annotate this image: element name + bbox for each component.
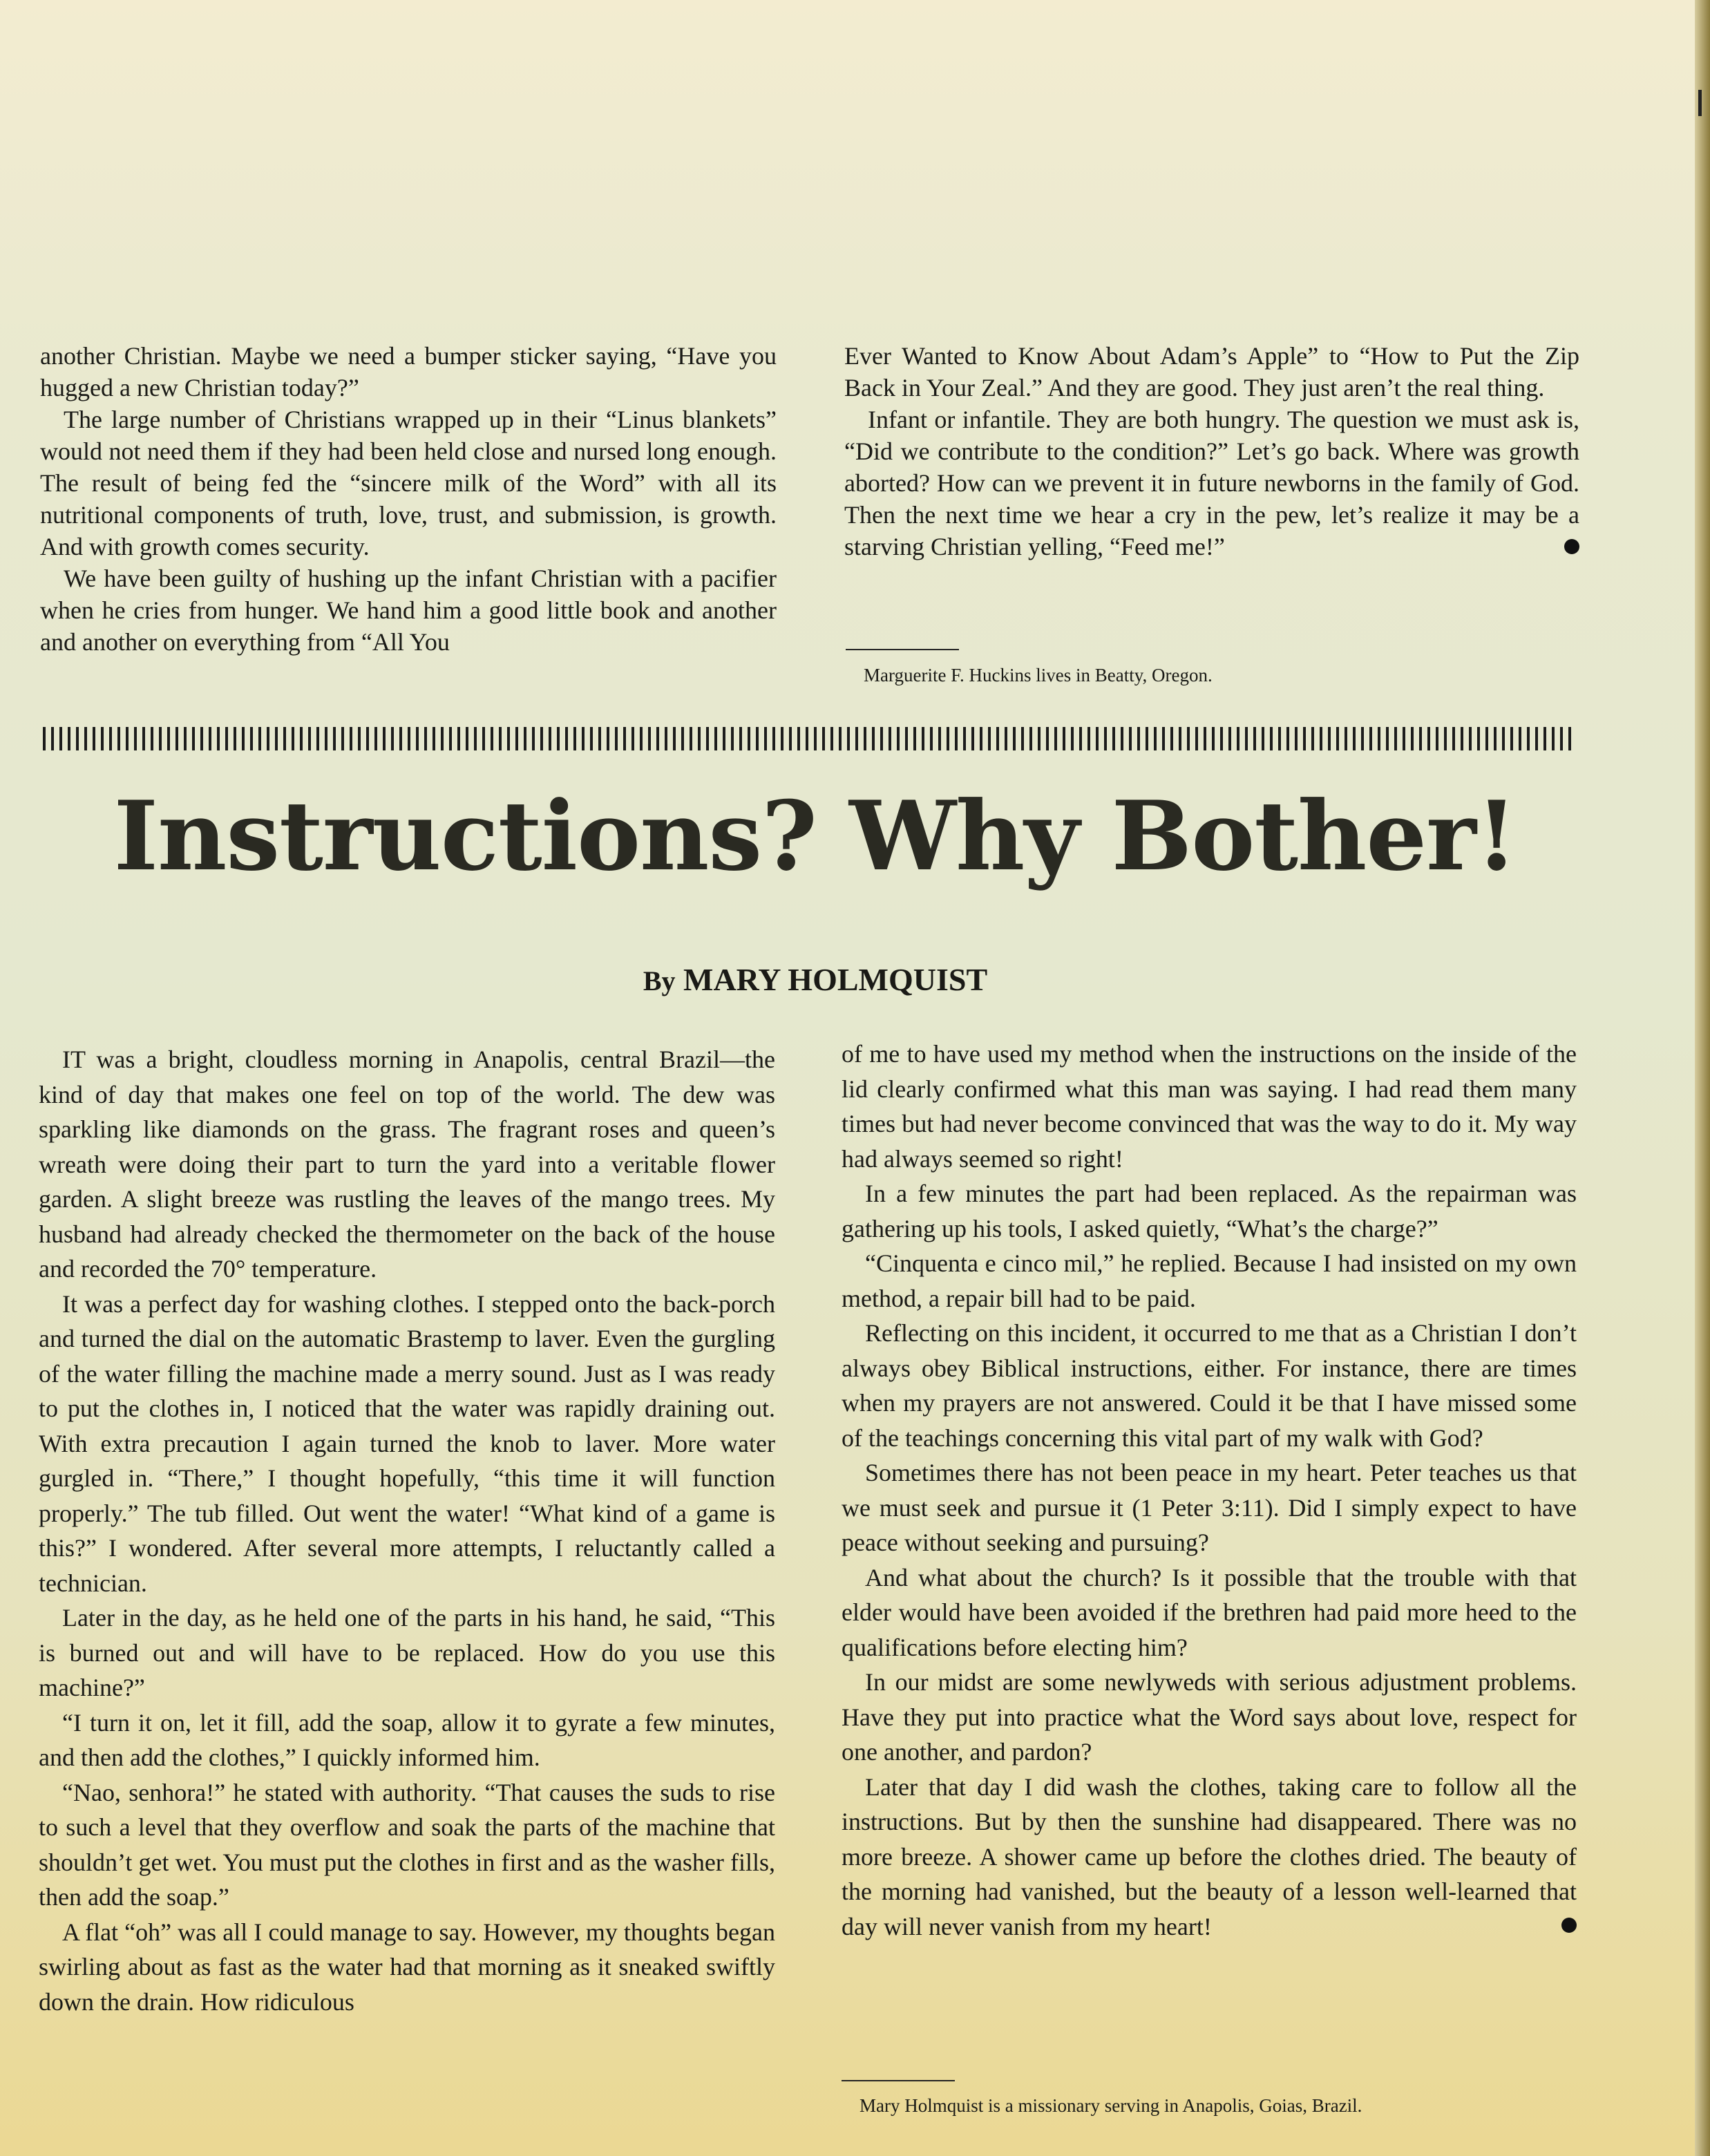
author-note-rule bbox=[842, 2080, 955, 2081]
author-note-bottom: Mary Holmquist is a missionary serving in Anapolis, Goias, Brazil. bbox=[859, 2095, 1362, 2116]
article-title: Instructions? Why Bother! bbox=[113, 779, 1517, 892]
paragraph: In our midst are some newlyweds with serious adjustment problems. Have they put into practice what the Word says about love, respect for one another, and pardon? bbox=[842, 1668, 1577, 1766]
paragraph: IT was a bright, cloudless morning in Anapolis, central Brazil—the kind of day that makes one feel on top of the world. The dew was sparkling like diamonds on the grass. The fragrant roses and queen’s wreath were doing their part to turn the yard into a veritable flower garden. A slight breeze was rustling the leaves of the mango trees. My husband had already checked the thermometer on the back of the house and recorded the 70° temperature. bbox=[39, 1046, 775, 1283]
paragraph: Reflecting on this incident, it occurred to me that as a Christian I don’t always obey Biblical instructions, either. For instance, there are times when my prayers are not answered. Could it be that I have missed some of the teachings concerning this vital part of my walk with God? bbox=[842, 1319, 1577, 1452]
paragraph: “Nao, senhora!” he stated with authority. “That causes the suds to rise to such a level that they overflow and soak the parts of the machine that shouldn’t get wet. You must put the clothes in first and as the washer fills, then add the soap.” bbox=[39, 1778, 775, 1911]
article-right-column bbox=[842, 1037, 1577, 1944]
end-mark-icon bbox=[1564, 539, 1579, 554]
author-note-rule bbox=[846, 649, 959, 650]
paragraph: of me to have used my method when the instructions on the inside of the lid clearly confirmed what this man was saying. I had read them many times but had never become convinced that was the way to do it. My way had always seemed so right! bbox=[842, 1040, 1577, 1173]
paragraph: “Cinquenta e cinco mil,” he replied. Because I had insisted on my own method, a repair bill had to be paid. bbox=[842, 1249, 1577, 1312]
paragraph: Ever Wanted to Know About Adam’s Apple” to “How to Put the Zip Back in Your Zeal.” And they are good. They just aren’t the real thing. bbox=[844, 342, 1579, 401]
paragraph: another Christian. Maybe we need a bumper sticker saying, “Have you hugged a new Christian today?” bbox=[40, 342, 777, 401]
paragraph: We have been guilty of hushing up the infant Christian with a pacifier when he cries from hunger. We hand him a good little book and another and another on everything from “All You bbox=[40, 565, 777, 656]
paragraph: Later in the day, as he held one of the parts in his hand, he said, “This is burned out and will have to be replaced. How do you use this machine?” bbox=[39, 1604, 775, 1701]
paragraph: The large number of Christians wrapped up in their “Linus blankets” would not need them if they had been held close and nursed long enough. The result of being fed the “sincere milk of the Word” with all its nutritional components of truth, love, trust, and submission, is growth. And with growth comes security. bbox=[40, 406, 777, 560]
paragraph: It was a perfect day for washing clothes. I stepped onto the back-porch and turned the dial on the automatic Brastemp to laver. Even the gurgling of the water filling the machine made a merry sound. Just as I was ready to put the clothes in, I noticed that the water was rapidly draining out. With extra precaution I again turned the knob to laver. More water gurgled in. “There,” I thought hopefully, “this time it will function properly.” The tub filled. Out went the water! “What kind of a game is this?” I wondered. After several more attempts, I reluctantly called a technician. bbox=[39, 1289, 775, 1597]
author-name: MARY HOLMQUIST bbox=[683, 962, 988, 997]
section-divider bbox=[43, 727, 1577, 750]
paragraph: And what about the church? Is it possible that the trouble with that elder would have been avoided if the brethren had paid more heed to the qualifications before electing him? bbox=[842, 1563, 1577, 1661]
paragraph: In a few minutes the part had been replaced. As the repairman was gathering up his tools, I asked quietly, “What’s the charge?” bbox=[842, 1180, 1577, 1242]
page-edge bbox=[1695, 0, 1710, 2156]
article-left-column bbox=[39, 1042, 775, 2019]
paragraph: Infant or infantile. They are both hungry. The question we must ask is, “Did we contribute to the condition?” Let’s go back. Where was growth aborted? How can we prevent it in future newborns in the family of God. Then the next time we hear a cry in the pew, let’s realize it may be a starving Christian yelling, “Feed me!” bbox=[844, 406, 1579, 560]
author-note-top: Marguerite F. Huckins lives in Beatty, Oregon. bbox=[864, 665, 1213, 685]
paragraph: A flat “oh” was all I could manage to say. However, my thoughts began swirling about as fast as the water had that morning as it sneaked swiftly down the drain. How ridiculous bbox=[39, 1918, 775, 2016]
top-left-column bbox=[40, 340, 777, 658]
paragraph: “I turn it on, let it fill, add the soap, allow it to gyrate a few minutes, and then add the clothes,” I quickly informed him. bbox=[39, 1708, 775, 1771]
paragraph: Later that day I did wash the clothes, taking care to follow all the instructions. But by then the sunshine had disappeared. There was no more breeze. A shower came up before the clothes dried. The beauty of the morning had vanished, but the beauty of a lesson well-learned that day will never vanish from my heart! bbox=[842, 1772, 1577, 1940]
byline-prefix: By bbox=[643, 965, 676, 996]
end-mark-icon bbox=[1561, 1918, 1577, 1933]
paragraph: Sometimes there has not been peace in my heart. Peter teaches us that we must seek and pursue it (1 Peter 3:11). Did I simply expect to have peace without seeking and pursuing? bbox=[842, 1459, 1577, 1556]
top-right-column bbox=[844, 340, 1579, 562]
byline bbox=[0, 961, 1631, 1001]
edge-mark bbox=[1698, 90, 1702, 116]
